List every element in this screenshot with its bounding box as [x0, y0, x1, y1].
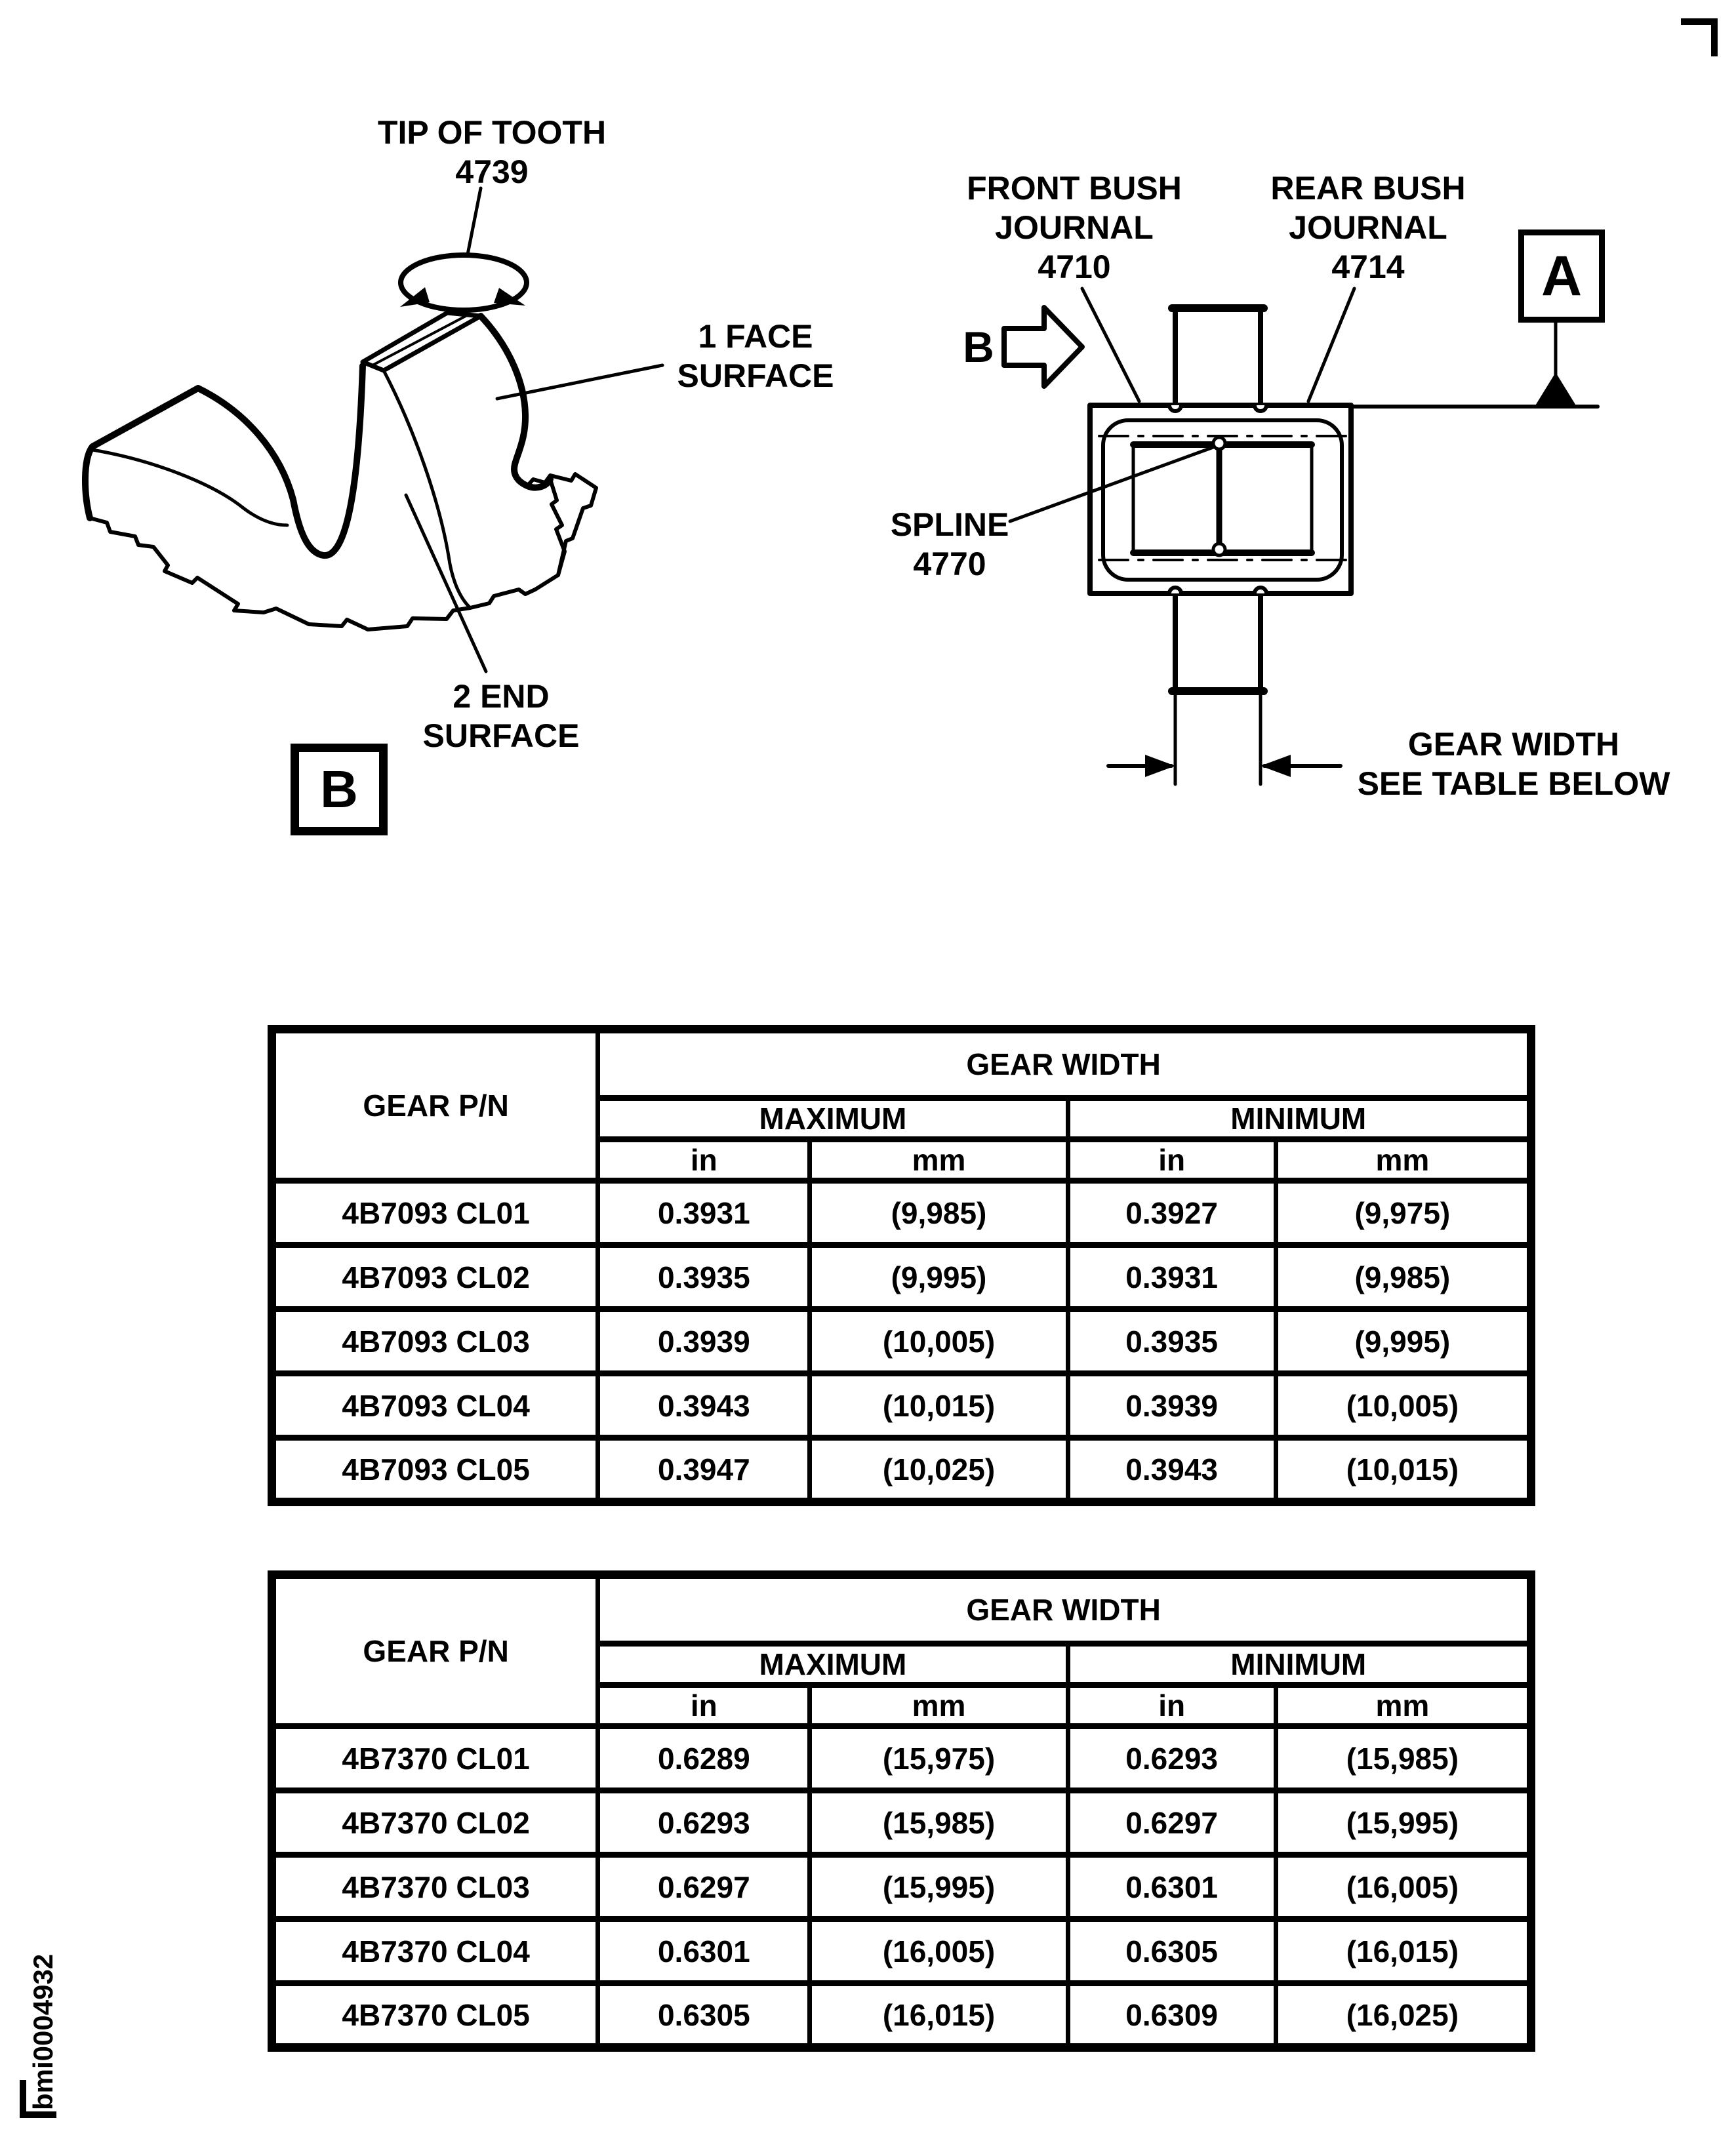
value-cell: 0.6305 [598, 1984, 810, 2048]
datum-a-letter: A [1541, 244, 1583, 308]
gear-pn-cell: 4B7093 CL04 [272, 1374, 598, 1438]
spline-label [891, 505, 1009, 584]
dimension-extension-lines [1175, 694, 1261, 784]
gear-width-note-line2: SEE TABLE BELOW [1357, 765, 1670, 802]
unit-in-header: in [598, 1140, 810, 1181]
gear-pn-cell: 4B7370 CL01 [272, 1727, 598, 1791]
spline-number: 4770 [913, 546, 986, 582]
tip-of-tooth-label [378, 113, 606, 191]
gear-width-note-line1: GEAR WIDTH [1407, 726, 1620, 763]
gear-width-note [1358, 725, 1670, 803]
broken-bottom-edge [90, 518, 558, 629]
table-row [272, 1791, 1531, 1855]
dimension-arrow-left [1145, 755, 1175, 777]
table-row [272, 1438, 1531, 1502]
table-row [272, 1984, 1531, 2048]
rear-bush-line1: REAR BUSH [1270, 170, 1466, 207]
value-cell: (10,015) [810, 1374, 1068, 1438]
gear-pn-cell: 4B7093 CL03 [272, 1309, 598, 1374]
value-cell: 0.6301 [598, 1919, 810, 1984]
maximum-header: MAXIMUM [598, 1644, 1068, 1685]
unit-mm-header: mm [810, 1685, 1068, 1727]
unit-mm-header: mm [1276, 1140, 1531, 1181]
gear-silhouette-left [85, 366, 363, 555]
tip-of-tooth-number: 4739 [455, 153, 529, 190]
gear-pn-cell: 4B7093 CL05 [272, 1438, 598, 1502]
value-cell: (9,985) [810, 1181, 1068, 1245]
unit-in-header: in [1068, 1685, 1276, 1727]
value-cell: 0.3943 [598, 1374, 810, 1438]
front-bush-line1: FRONT BUSH [967, 170, 1182, 207]
table-header-row [272, 1575, 1531, 1644]
gear-pn-cell: 4B7370 CL03 [272, 1855, 598, 1919]
value-cell: 0.3939 [1068, 1374, 1276, 1438]
minimum-header: MINIMUM [1068, 1644, 1531, 1685]
value-cell: (16,015) [810, 1984, 1068, 2048]
value-cell: 0.6293 [598, 1791, 810, 1855]
table-row [272, 1181, 1531, 1245]
value-cell: 0.3927 [1068, 1181, 1276, 1245]
value-cell: (10,005) [1276, 1374, 1531, 1438]
broken-flap-edge [550, 479, 565, 575]
spline-divider-top-node [1213, 437, 1225, 449]
leader-line-end-surface [406, 495, 486, 671]
rear-bush-journal-label [1270, 169, 1465, 287]
gear-width-header: GEAR WIDTH [598, 1029, 1531, 1098]
datum-triangle [1535, 372, 1577, 407]
end-surface-line1: 2 END [453, 678, 550, 715]
value-cell: (10,015) [1276, 1438, 1531, 1502]
value-cell: 0.3935 [598, 1245, 810, 1309]
gear-pn-cell: 4B7370 CL02 [272, 1791, 598, 1855]
unit-in-header: in [1068, 1140, 1276, 1181]
value-cell: (16,015) [1276, 1919, 1531, 1984]
value-cell: (15,985) [810, 1791, 1068, 1855]
corner-mark-top-right [1681, 18, 1718, 56]
view-b-arrow-letter: B [963, 323, 994, 371]
end-surface-label [423, 677, 580, 755]
value-cell: (15,985) [1276, 1727, 1531, 1791]
gear-width-table-4b7370 [268, 1570, 1535, 2052]
face-surface-line1: 1 FACE [698, 318, 813, 355]
doc-code: bmi0004932 [28, 1953, 58, 2110]
gear-pn-cell: 4B7370 CL05 [272, 1984, 598, 2048]
datum-a-box [1518, 230, 1605, 323]
leader-line-spline [1010, 447, 1213, 521]
gear-width-header: GEAR WIDTH [598, 1575, 1531, 1644]
table-row [272, 1727, 1531, 1791]
rear-bush-line2: JOURNAL [1289, 209, 1447, 246]
table-header-row [272, 1029, 1531, 1098]
rear-bush-number: 4714 [1331, 249, 1405, 285]
unit-in-header: in [598, 1685, 810, 1727]
spline-divider-bottom-node [1213, 544, 1225, 555]
dimension-arrow-right [1261, 755, 1291, 777]
view-b-box-letter: B [320, 760, 358, 818]
leader-line-tip-of-tooth [468, 188, 481, 254]
gear-pn-cell: 4B7370 CL04 [272, 1919, 598, 1984]
value-cell: 0.6297 [598, 1855, 810, 1919]
leader-line-rear-bush [1308, 289, 1354, 401]
table-row [272, 1309, 1531, 1374]
value-cell: 0.3931 [598, 1181, 810, 1245]
unit-mm-header: mm [810, 1140, 1068, 1181]
table-row [272, 1374, 1531, 1438]
value-cell: (9,985) [1276, 1245, 1531, 1309]
tooth-front-edge [384, 370, 470, 608]
minimum-header: MINIMUM [1068, 1098, 1531, 1140]
tip-of-tooth-text: TIP OF TOOTH [377, 114, 607, 151]
gear-section-view [1004, 289, 1598, 784]
value-cell: 0.3931 [1068, 1245, 1276, 1309]
gear-tooth-sketch [85, 188, 662, 671]
table-row [272, 1245, 1531, 1309]
bore-sides [1133, 445, 1312, 553]
top-stub-notch-right [1255, 405, 1266, 411]
tooth-tip-facet-inner-line [371, 315, 467, 366]
gear-pn-header: GEAR P/N [272, 1029, 598, 1181]
value-cell: (16,005) [1276, 1855, 1531, 1919]
value-cell: (15,975) [810, 1727, 1068, 1791]
view-b-arrow [1004, 308, 1082, 386]
value-cell: (15,995) [810, 1855, 1068, 1919]
value-cell: 0.6309 [1068, 1984, 1276, 2048]
gear-pn-header: GEAR P/N [272, 1575, 598, 1727]
value-cell: (9,995) [1276, 1309, 1531, 1374]
unit-mm-header: mm [1276, 1685, 1531, 1727]
value-cell: (9,975) [1276, 1181, 1531, 1245]
value-cell: 0.3947 [598, 1438, 810, 1502]
front-bush-line2: JOURNAL [995, 209, 1154, 246]
value-cell: 0.3939 [598, 1309, 810, 1374]
gear-silhouette-right [481, 316, 550, 488]
value-cell: 0.6289 [598, 1727, 810, 1791]
value-cell: 0.3935 [1068, 1309, 1276, 1374]
value-cell: (9,995) [810, 1245, 1068, 1309]
table-row [272, 1919, 1531, 1984]
face-surface-line2: SURFACE [677, 357, 834, 394]
view-b-box [291, 744, 388, 835]
end-surface-line2: SURFACE [422, 717, 580, 754]
leader-line-front-bush [1082, 289, 1139, 401]
value-cell: 0.6305 [1068, 1919, 1276, 1984]
value-cell: (10,025) [810, 1438, 1068, 1502]
bottom-stub-notch-right [1255, 588, 1266, 593]
top-stub-sides [1175, 311, 1261, 405]
bottom-stub-notch-left [1169, 588, 1181, 593]
value-cell: (15,995) [1276, 1791, 1531, 1855]
value-cell: (10,005) [810, 1309, 1068, 1374]
face-surface-label [677, 317, 834, 395]
gear-width-table-4b7093 [268, 1025, 1535, 1506]
gear-pn-cell: 4B7093 CL01 [272, 1181, 598, 1245]
front-bush-number: 4710 [1038, 249, 1111, 285]
value-cell: 0.6293 [1068, 1727, 1276, 1791]
value-cell: (16,025) [1276, 1984, 1531, 2048]
spline-text: SPLINE [890, 506, 1009, 543]
gear-pn-cell: 4B7093 CL02 [272, 1245, 598, 1309]
value-cell: (16,005) [810, 1919, 1068, 1984]
block-front-edge [92, 450, 287, 525]
table-row [272, 1855, 1531, 1919]
value-cell: 0.6301 [1068, 1855, 1276, 1919]
value-cell: 0.6297 [1068, 1791, 1276, 1855]
front-bush-journal-label [967, 169, 1182, 287]
value-cell: 0.3943 [1068, 1438, 1276, 1502]
maximum-header: MAXIMUM [598, 1098, 1068, 1140]
top-stub-notch-left [1169, 405, 1181, 411]
bottom-stub-sides [1175, 593, 1261, 689]
